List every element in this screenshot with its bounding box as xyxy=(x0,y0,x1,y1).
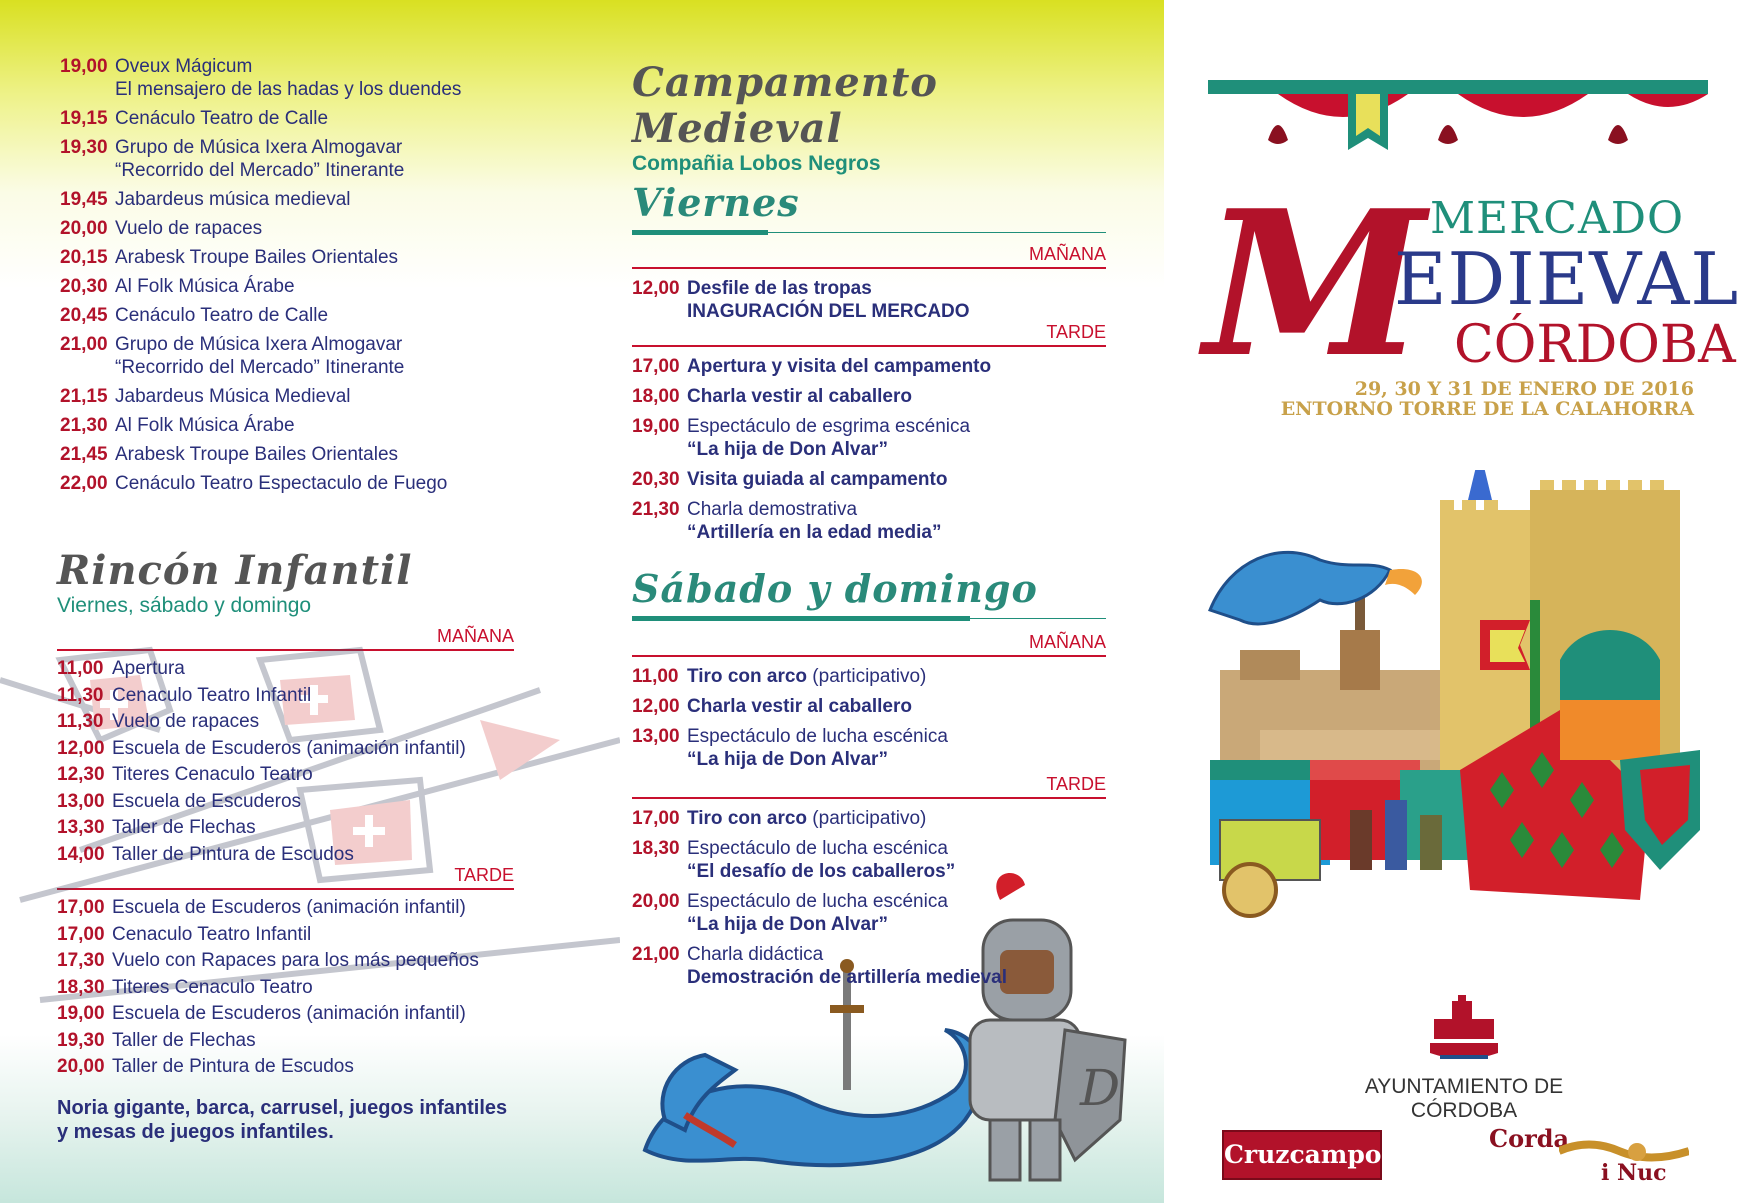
ayuntamiento-crest xyxy=(1424,995,1504,1067)
schedule-row xyxy=(632,665,1106,688)
time: 11,30 xyxy=(57,711,104,732)
description xyxy=(115,414,295,437)
description xyxy=(115,217,262,240)
schedule-row xyxy=(57,1029,514,1052)
description xyxy=(687,943,1007,989)
time: 21,45 xyxy=(60,444,108,465)
schedule-row xyxy=(57,710,514,733)
time: 20,15 xyxy=(60,247,108,268)
description: Escuela de Escuderos (animación infantil) xyxy=(112,737,466,759)
description-note: (participativo) xyxy=(807,808,927,829)
schedule-row xyxy=(60,217,520,240)
weekend-morning-list xyxy=(632,665,1106,771)
description: Titeres Cenaculo Teatro xyxy=(112,976,313,998)
description-line: Cenáculo Teatro de Calle xyxy=(115,108,329,129)
weekend-afternoon-label: TARDE xyxy=(1046,774,1106,794)
footer-line-2: y mesas de juegos infantiles. xyxy=(57,1121,334,1143)
description-line: Charla vestir al caballero xyxy=(687,696,912,717)
description xyxy=(687,695,912,718)
description-line: El mensajero de las hadas y los duendes xyxy=(115,79,462,100)
weekend-morning-label: MAÑANA xyxy=(1028,632,1106,652)
schedule-row xyxy=(60,443,520,466)
schedule-row xyxy=(60,304,520,327)
description-line: Arabesk Troupe Bailes Orientales xyxy=(115,247,399,268)
time: 13,00 xyxy=(632,726,680,747)
schedule-row xyxy=(632,807,1106,830)
description-line: INAGURACIÓN DEL MERCADO xyxy=(687,301,970,322)
time: 19,30 xyxy=(57,1029,105,1051)
time: 18,00 xyxy=(632,386,680,407)
nuc-text: i Nuc xyxy=(1601,1160,1667,1186)
description-line: Cenáculo Teatro de Calle xyxy=(115,305,329,326)
time: 14,00 xyxy=(57,843,105,865)
rincon-morning-label: MAÑANA xyxy=(436,626,514,646)
description-line: Cenáculo Teatro Espectaculo de Fuego xyxy=(115,473,448,494)
divider xyxy=(632,267,1106,269)
time: 13,00 xyxy=(57,790,105,812)
schedule-row xyxy=(60,385,520,408)
big-m-letter: M xyxy=(1204,167,1426,402)
time: 13,30 xyxy=(57,817,105,838)
description: Taller de Flechas xyxy=(112,1029,256,1051)
schedule-row xyxy=(57,790,514,813)
description xyxy=(115,107,328,130)
time: 19,15 xyxy=(60,108,108,129)
time: 17,00 xyxy=(57,897,105,918)
description-line: Visita guiada al campamento xyxy=(687,469,948,490)
schedule-row xyxy=(57,896,514,919)
campamento-title: Campamento Medieval xyxy=(632,59,938,152)
rincon-afternoon-list xyxy=(57,896,514,1078)
schedule-row xyxy=(60,55,520,101)
description-line: “La hija de Don Alvar” xyxy=(687,749,888,770)
schedule-row xyxy=(60,188,520,211)
schedule-row xyxy=(60,246,520,269)
time: 18,30 xyxy=(632,838,680,859)
rincon-title: Rincón Infantil xyxy=(57,547,413,594)
campamento-company: Compañia Lobos Negros xyxy=(632,152,881,175)
schedule-row xyxy=(57,816,514,839)
time: 17,00 xyxy=(632,808,680,829)
schedule-row xyxy=(57,1002,514,1025)
schedule-row xyxy=(57,684,514,707)
schedule-row xyxy=(60,472,520,495)
description xyxy=(115,472,447,495)
description xyxy=(687,277,970,323)
description-line: “La hija de Don Alvar” xyxy=(687,914,888,935)
description-line: Desfile de las tropas xyxy=(687,278,872,299)
weekend-afternoon-list xyxy=(632,807,1106,989)
time: 17,00 xyxy=(57,923,105,945)
schedule-row xyxy=(57,1055,514,1078)
campamento-section xyxy=(632,60,1106,996)
cruzcampo-logo xyxy=(1222,1130,1382,1180)
schedule-row xyxy=(632,415,1106,461)
schedule-row xyxy=(632,385,1106,408)
description-line: Charla vestir al caballero xyxy=(687,386,912,407)
description-note: (participativo) xyxy=(807,666,927,687)
time: 12,30 xyxy=(57,764,105,785)
description-line: Espectáculo de lucha escénica xyxy=(687,838,948,859)
description: Taller de Flechas xyxy=(112,817,256,838)
description xyxy=(115,304,328,327)
time: 20,00 xyxy=(60,218,108,239)
description-line: Espectáculo de esgrima escénica xyxy=(687,416,971,437)
description xyxy=(115,188,351,211)
corda-nuc-logo xyxy=(1489,1120,1709,1190)
description-line: Al Folk Música Árabe xyxy=(115,415,295,436)
description-line: “El desafío de los caballeros” xyxy=(687,861,956,882)
time: 20,00 xyxy=(57,1056,105,1077)
cruzcampo-text: Cruzcampo xyxy=(1224,1140,1382,1169)
time: 21,00 xyxy=(632,944,680,965)
description-line: “Recorrido del Mercado” Itinerante xyxy=(115,357,405,378)
schedule-row xyxy=(632,355,1106,378)
description xyxy=(115,275,295,298)
schedule-row xyxy=(632,890,1106,936)
time: 19,00 xyxy=(57,1003,105,1024)
schedule-row xyxy=(632,695,1106,718)
description: Apertura xyxy=(112,658,185,679)
divider xyxy=(632,345,1106,347)
rincon-afternoon-label: TARDE xyxy=(454,865,514,885)
event-place: ENTORNO TORRE DE LA CALAHORRA xyxy=(1280,398,1694,420)
time: 12,00 xyxy=(632,278,680,299)
description-line: Tiro con arco (participativo) xyxy=(687,666,927,687)
rincon-footer xyxy=(57,1096,514,1144)
description-line: “Artillería en la edad media” xyxy=(687,522,942,543)
evening-schedule xyxy=(60,55,520,501)
description-line: Demostración de artillería medieval xyxy=(687,967,1007,988)
description: Escuela de Escuderos xyxy=(112,790,302,812)
description-line: Apertura y visita del campamento xyxy=(687,356,992,377)
svg-text:D: D xyxy=(1080,1059,1121,1117)
description-line: “La hija de Don Alvar” xyxy=(687,439,888,460)
schedule-row xyxy=(57,923,514,946)
time: 20,45 xyxy=(60,305,108,326)
description-line: “Recorrido del Mercado” Itinerante xyxy=(115,160,405,181)
description: Taller de Pintura de Escudos xyxy=(112,1056,354,1077)
description xyxy=(687,355,991,378)
schedule-row xyxy=(57,843,514,866)
schedule-row xyxy=(632,468,1106,491)
schedule-row xyxy=(60,333,520,379)
schedule-row xyxy=(632,837,1106,883)
time: 12,00 xyxy=(57,737,105,759)
description-line: Vuelo de rapaces xyxy=(115,218,263,239)
description: Cenaculo Teatro Infantil xyxy=(112,923,312,945)
divider xyxy=(632,655,1106,657)
time: 22,00 xyxy=(60,473,108,494)
sword-guard xyxy=(830,1005,864,1013)
description: Vuelo con Rapaces para los más pequeños xyxy=(112,950,479,971)
description xyxy=(687,837,955,883)
description: Titeres Cenaculo Teatro xyxy=(112,764,313,785)
time: 19,00 xyxy=(60,56,108,77)
description xyxy=(115,333,404,379)
schedule-row xyxy=(632,725,1106,771)
time: 17,00 xyxy=(632,356,680,377)
time: 21,00 xyxy=(60,334,108,355)
time: 21,30 xyxy=(60,415,108,436)
description xyxy=(687,468,947,491)
description xyxy=(115,385,351,408)
description-line: Grupo de Música Ixera Almogavar xyxy=(115,334,403,355)
description: Escuela de Escuderos (animación infantil) xyxy=(112,897,466,918)
time: 19,30 xyxy=(60,137,108,158)
viernes-afternoon-list xyxy=(632,355,1106,544)
schedule-row xyxy=(632,277,1106,323)
footer-line-1: Noria gigante, barca, carrusel, juegos infantiles xyxy=(57,1097,508,1119)
time: 17,30 xyxy=(57,950,105,971)
description xyxy=(687,807,926,830)
description-line: Jabardeus música medieval xyxy=(115,189,351,210)
time: 21,15 xyxy=(60,386,108,407)
description-line: Tiro con arco (participativo) xyxy=(687,808,927,829)
description: Cenaculo Teatro Infantil xyxy=(112,684,312,706)
time: 19,45 xyxy=(60,189,108,210)
ayuntamiento-name: AYUNTAMIENTO DE CÓRDOBA xyxy=(1364,1075,1564,1122)
time: 12,00 xyxy=(632,696,680,717)
time: 18,30 xyxy=(57,976,105,998)
cover-panel xyxy=(1164,0,1739,1203)
teal-rule xyxy=(632,616,1106,620)
viernes-morning-list xyxy=(632,277,1106,323)
description xyxy=(115,55,461,101)
schedule-row xyxy=(60,414,520,437)
mercado-word: MERCADO xyxy=(1430,193,1685,244)
description xyxy=(687,890,948,936)
description xyxy=(115,443,398,466)
viernes-morning-label: MAÑANA xyxy=(1028,244,1106,264)
time: 21,30 xyxy=(632,499,680,520)
divider xyxy=(632,797,1106,799)
description xyxy=(687,665,926,688)
description xyxy=(687,498,941,544)
cordoba-word: CÓRDOBA xyxy=(1454,315,1736,375)
market-illustration xyxy=(1200,470,1720,950)
description xyxy=(687,725,948,771)
event-dates: 29, 30 Y 31 DE ENERO DE 2016 xyxy=(1354,378,1694,400)
schedule-row xyxy=(57,763,514,786)
description-line: Oveux Mágicum xyxy=(115,56,253,77)
description-line: Charla didáctica xyxy=(687,944,824,965)
viernes-title: Viernes xyxy=(632,180,800,225)
weekend-title: Sábado y domingo xyxy=(632,566,1038,611)
schedule-row xyxy=(60,136,520,182)
time: 20,00 xyxy=(632,891,680,912)
schedule-row xyxy=(57,737,514,760)
schedule-row xyxy=(60,275,520,298)
time: 20,30 xyxy=(632,469,680,490)
description: Escuela de Escuderos (animación infantil) xyxy=(112,1003,466,1024)
schedule-row xyxy=(632,498,1106,544)
time: 20,30 xyxy=(60,276,108,297)
description-line: Grupo de Música Ixera Almogavar xyxy=(115,137,403,158)
teal-rule xyxy=(632,230,1106,234)
rincon-subtitle: Viernes, sábado y domingo xyxy=(57,594,312,617)
schedule-row xyxy=(57,976,514,999)
description: Taller de Pintura de Escudos xyxy=(112,843,354,865)
description-line: Arabesk Troupe Bailes Orientales xyxy=(115,444,399,465)
description-line: Espectáculo de lucha escénica xyxy=(687,726,948,747)
schedule-row xyxy=(60,107,520,130)
description-line: Al Folk Música Árabe xyxy=(115,276,295,297)
description-line: Jabardeus Música Medieval xyxy=(115,386,351,407)
time: 11,00 xyxy=(57,658,104,679)
time: 11,30 xyxy=(57,684,104,706)
time: 11,00 xyxy=(632,666,679,687)
description xyxy=(115,136,404,182)
edieval-word: EDIEVAL xyxy=(1394,237,1739,321)
bunting-decoration xyxy=(1208,80,1708,170)
description xyxy=(115,246,398,269)
schedule-row xyxy=(632,943,1106,989)
description: Vuelo de rapaces xyxy=(112,711,260,732)
schedule-row xyxy=(57,949,514,972)
cover-title xyxy=(1204,167,1739,425)
schedule-row xyxy=(57,657,514,680)
time: 19,00 xyxy=(632,416,680,437)
description xyxy=(687,385,912,408)
description xyxy=(687,415,970,461)
corda-text: Corda xyxy=(1489,1124,1570,1153)
viernes-afternoon-label: TARDE xyxy=(1046,322,1106,342)
description-line: Espectáculo de lucha escénica xyxy=(687,891,948,912)
description-line: Charla demostrativa xyxy=(687,499,858,520)
